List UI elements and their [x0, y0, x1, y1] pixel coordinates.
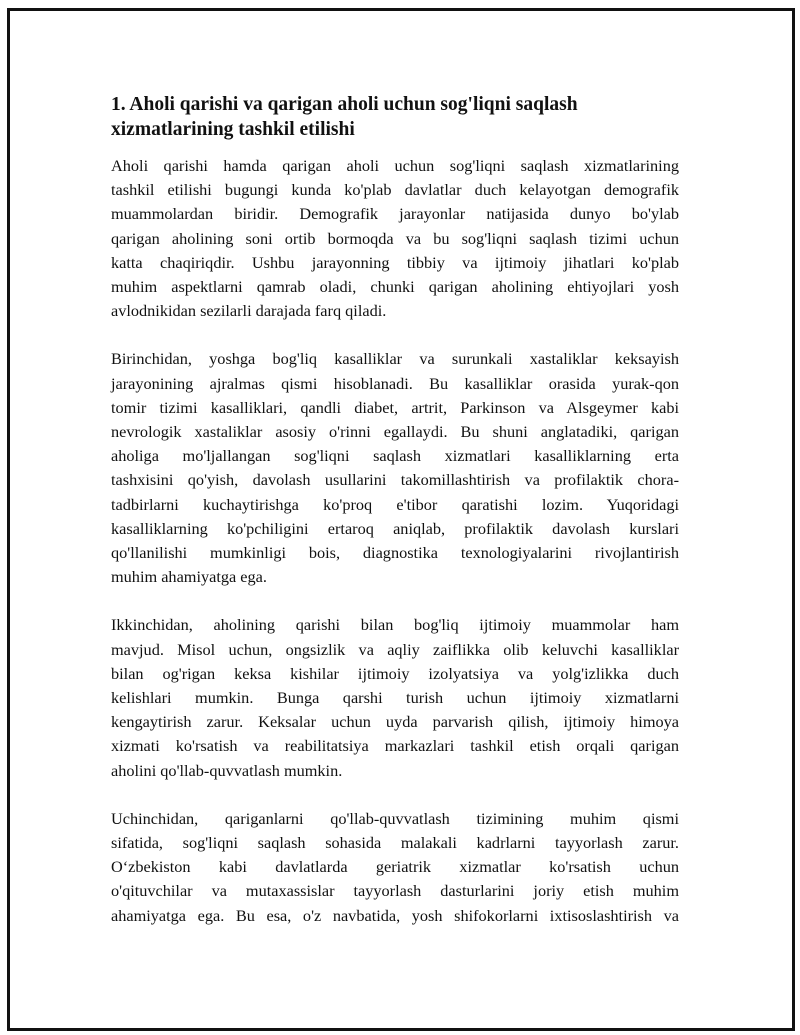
- text-line: tadbirlarni kuchaytirishga ko'proq e'tibor qaratishi lozim. Yuqoridagi: [111, 494, 679, 514]
- text-line: tomir tizimi kasalliklari, qandli diabet, artrit, Parkinson va Alsgeymer kabi: [111, 397, 679, 417]
- text-line: nevrologik xastaliklar asosiy o'rinni egallaydi. Bu shuni anglatadiki, qarigan: [111, 422, 679, 442]
- text-line: katta chaqiriqdir. Ushbu jarayonning tibbiy va ijtimoiy jihatlari ko'plab: [111, 252, 679, 272]
- text-line: mavjud. Misol uchun, ongsizlik va aqliy zaiflikka olib keluvchi kasalliklar: [111, 639, 679, 659]
- paragraph-4: [111, 807, 679, 928]
- text-line: tashkil etilishi bugungi kunda ko'plab davlatlar duch kelayotgan demografik: [111, 180, 679, 200]
- text-line: avlodnikidan sezilarli darajada farq qiladi.: [111, 301, 387, 321]
- text-line: qo'llanilishi mumkinligi bois, diagnostika texnologiyalarini rivojlantirish: [111, 543, 679, 563]
- text-line: Aholi qarishi hamda qarigan aholi uchun sog'liqni saqlash xizmatlarining: [111, 156, 679, 175]
- title-line: xizmatlarining tashkil etilishi: [111, 119, 355, 140]
- text-line: muhim ahamiyatga ega.: [111, 567, 267, 587]
- text-line: qarigan aholining soni ortib bormoqda va bu sog'liqni saqlash tizimi uchun: [111, 228, 679, 248]
- text-line: Uchinchidan, qariganlarni qo'llab-quvvatlash tizimining muhim qismi: [111, 808, 679, 828]
- title-line: 1. Aholi qarishi va qarigan aholi uchun sog'liqni saqlash: [111, 94, 578, 115]
- text-line: jarayonining ajralmas qismi hisoblanadi. Bu kasalliklar orasida yurak-qon: [111, 373, 679, 393]
- text-line: kengaytirish zarur. Keksalar uchun uyda parvarish qilish, ijtimoiy himoya: [111, 712, 679, 732]
- text-line: muhim aspektlarni qamrab oladi, chunki qarigan aholining ehtiyojlari yosh: [111, 277, 679, 297]
- text-line: xizmati ko'rsatish va reabilitatsiya markazlari tashkil etish orqali qarigan: [111, 736, 679, 756]
- text-line: Ikkinchidan, aholining qarishi bilan bog'liq ijtimoiy muammolar ham: [111, 615, 679, 635]
- text-line: kelishlari mumkin. Bunga qarshi turish uchun ijtimoiy xizmatlarni: [111, 688, 679, 708]
- text-line: sifatida, sog'liqni saqlash sohasida malakali kadrlarni tayyorlash zarur.: [111, 833, 679, 853]
- text-line: aholini qo'llab-quvvatlash mumkin.: [111, 760, 343, 780]
- text-line: ahamiyatga ega. Bu esa, o'z navbatida, yosh shifokorlarni ixtisoslashtirish va: [111, 905, 679, 925]
- text-line: O‘zbekiston kabi davlatlarda geriatrik xizmatlar ko'rsatish uchun: [111, 857, 679, 877]
- text-line: kasalliklarning ko'pchiligini ertaroq aniqlab, profilaktik davolash kurslari: [111, 518, 679, 538]
- text-line: aholiga mo'ljallangan sog'liqni saqlash xizmatlari kasalliklarning erta: [111, 446, 679, 466]
- text-line: o'qituvchilar va mutaxassislar tayyorlash dasturlarini joriy etish muhim: [111, 881, 679, 901]
- section-title: [111, 87, 679, 142]
- paragraph-2: [111, 347, 679, 589]
- paragraph-3: [111, 613, 679, 782]
- document-body: [111, 87, 679, 952]
- paragraph-1: [111, 154, 679, 323]
- text-line: muammolardan biridir. Demografik jarayonlar natijasida dunyo bo'ylab: [111, 204, 679, 224]
- text-line: bilan og'rigan keksa kishilar ijtimoiy izolyatsiya va yolg'izlikka duch: [111, 663, 679, 683]
- text-line: Birinchidan, yoshga bog'liq kasalliklar va surunkali xastaliklar keksayish: [111, 349, 679, 369]
- text-line: tashxisini qo'yish, davolash usullarini takomillashtirish va profilaktik chora-: [111, 470, 679, 490]
